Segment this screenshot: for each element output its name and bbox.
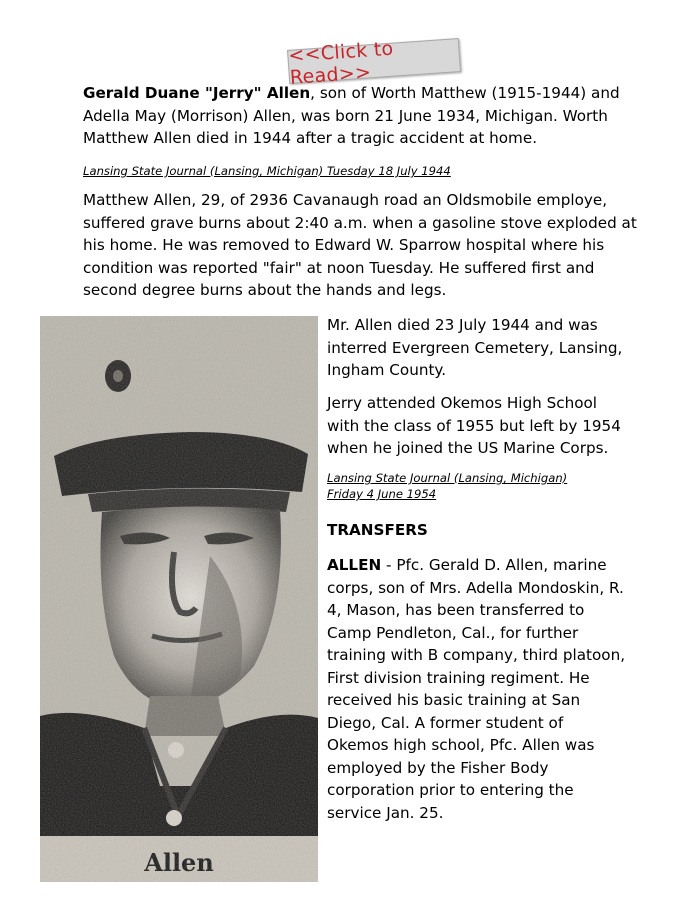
citation-1954 (327, 470, 627, 502)
school-paragraph: Jerry attended Okemos High School with the class of 1955 but left by 1954 when he joined the US Marine Corps. (327, 394, 621, 457)
intro-paragraph (83, 82, 643, 150)
transfers-heading: TRANSFERS (327, 521, 428, 539)
intro-text: , son of Worth Matthew (1915-1944) and Adella May (Morrison) Allen, was born 21 June 1934, Michigan. Worth Matthew Allen died in 1944 after a tragic accident at home. (83, 84, 620, 147)
intro-name: Gerald Duane "Jerry" Allen (83, 84, 311, 102)
article-1944: Matthew Allen, 29, of 2936 Cavanaugh road an Oldsmobile employe, suffered grave burns about 2:40 a.m. when a gasoline stove exploded at his home. He was removed to Edward W. Sparrow hospital where his condition was reported "fair" at noon Tuesday. He suffered first and second degree burns about the hands and legs. (83, 191, 637, 299)
death-paragraph: Mr. Allen died 23 July 1944 and was interred Evergreen Cemetery, Lansing, Ingham County. (327, 316, 623, 379)
article-1954-lead: ALLEN (327, 556, 382, 574)
click-to-read-button[interactable] (287, 37, 461, 89)
click-to-read-label: <<Click to Read>> (287, 37, 395, 89)
newspaper-photo (40, 316, 318, 882)
article-1954 (327, 554, 627, 824)
article-1954-text: - Pfc. Gerald D. Allen, marine corps, son of Mrs. Adella Mondoskin, R. 4, Mason, has been transferred to Camp Pendleton, Cal., for further training with B company, third platoon, First division training regiment. He received his basic training at San Diego, Cal. A former student of Okemos high school, Pfc. Allen was employed by the Fisher Body corporation prior to entering the service Jan. 25. (327, 556, 626, 822)
citation-1944: Lansing State Journal (Lansing, Michigan) Tuesday 18 July 1944 (83, 164, 451, 178)
citation-1954-line1: Lansing State Journal (Lansing, Michigan) (327, 471, 568, 485)
citation-1954-line2: Friday 4 June 1954 (327, 487, 437, 501)
